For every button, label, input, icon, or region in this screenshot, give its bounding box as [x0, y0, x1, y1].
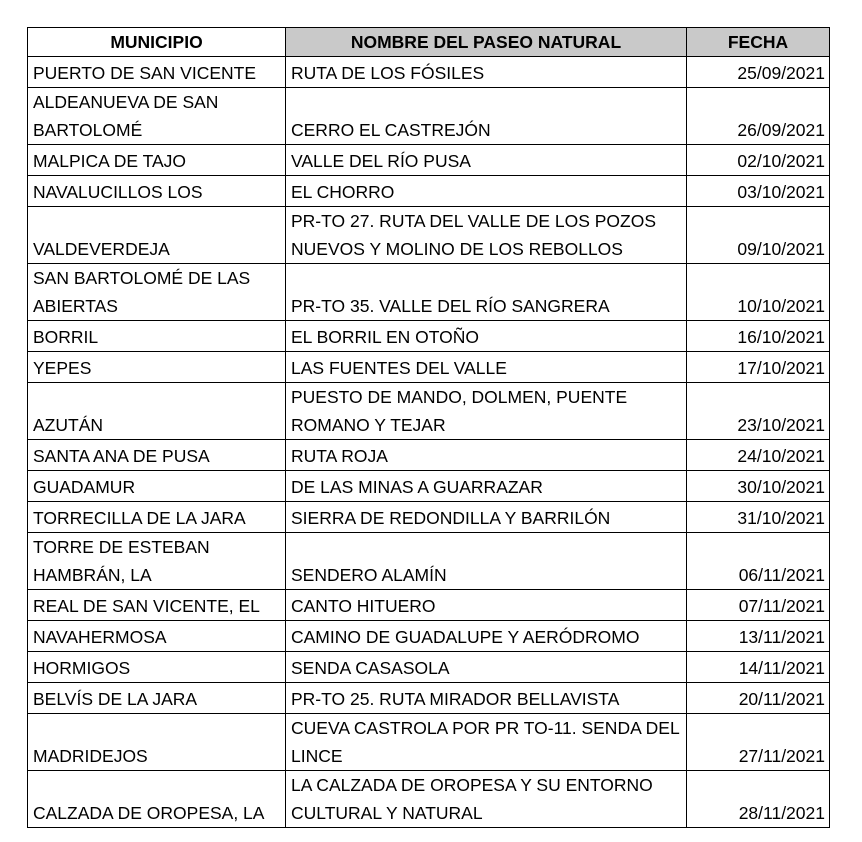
cell-paseo: EL CHORRO	[286, 176, 687, 207]
cell-fecha: 17/10/2021	[687, 352, 830, 383]
table-row	[28, 264, 830, 321]
cell-municipio: MADRIDEJOS	[28, 714, 286, 771]
cell-municipio: ALDEANUEVA DE SAN BARTOLOMÉ	[28, 88, 286, 145]
cell-paseo: PR-TO 35. VALLE DEL RÍO SANGRERA	[286, 264, 687, 321]
table-row	[28, 88, 830, 145]
table-row	[28, 207, 830, 264]
cell-municipio: BELVÍS DE LA JARA	[28, 683, 286, 714]
cell-fecha: 09/10/2021	[687, 207, 830, 264]
cell-fecha: 23/10/2021	[687, 383, 830, 440]
cell-municipio: MALPICA DE TAJO	[28, 145, 286, 176]
table-row	[28, 683, 830, 714]
paseos-table	[27, 27, 830, 828]
cell-fecha: 10/10/2021	[687, 264, 830, 321]
table-row	[28, 176, 830, 207]
cell-fecha: 06/11/2021	[687, 533, 830, 590]
table-row	[28, 502, 830, 533]
cell-paseo: CANTO HITUERO	[286, 590, 687, 621]
cell-municipio: VALDEVERDEJA	[28, 207, 286, 264]
cell-municipio: HORMIGOS	[28, 652, 286, 683]
cell-paseo: CUEVA CASTROLA POR PR TO-11. SENDA DEL LINCE	[286, 714, 687, 771]
cell-paseo: LAS FUENTES DEL VALLE	[286, 352, 687, 383]
table-row	[28, 145, 830, 176]
table-row	[28, 471, 830, 502]
cell-fecha: 28/11/2021	[687, 771, 830, 828]
cell-municipio: PUERTO DE SAN VICENTE	[28, 57, 286, 88]
cell-municipio: SANTA ANA DE PUSA	[28, 440, 286, 471]
header-row	[28, 28, 830, 57]
header-paseo: NOMBRE DEL PASEO NATURAL	[286, 28, 687, 57]
cell-paseo: VALLE DEL RÍO PUSA	[286, 145, 687, 176]
cell-municipio: YEPES	[28, 352, 286, 383]
cell-fecha: 16/10/2021	[687, 321, 830, 352]
cell-paseo: EL BORRIL EN OTOÑO	[286, 321, 687, 352]
paseos-table-container	[27, 27, 829, 828]
cell-paseo: PR-TO 27. RUTA DEL VALLE DE LOS POZOS NUEVOS Y MOLINO DE LOS REBOLLOS	[286, 207, 687, 264]
cell-fecha: 03/10/2021	[687, 176, 830, 207]
cell-municipio: BORRIL	[28, 321, 286, 352]
cell-paseo: SENDA CASASOLA	[286, 652, 687, 683]
table-row	[28, 590, 830, 621]
cell-paseo: SENDERO ALAMÍN	[286, 533, 687, 590]
cell-municipio: SAN BARTOLOMÉ DE LAS ABIERTAS	[28, 264, 286, 321]
cell-fecha: 14/11/2021	[687, 652, 830, 683]
cell-paseo: RUTA DE LOS FÓSILES	[286, 57, 687, 88]
table-row	[28, 57, 830, 88]
table-row	[28, 652, 830, 683]
cell-municipio: NAVAHERMOSA	[28, 621, 286, 652]
cell-fecha: 20/11/2021	[687, 683, 830, 714]
cell-paseo: RUTA ROJA	[286, 440, 687, 471]
cell-fecha: 31/10/2021	[687, 502, 830, 533]
cell-paseo: PR-TO 25. RUTA MIRADOR BELLAVISTA	[286, 683, 687, 714]
cell-fecha: 27/11/2021	[687, 714, 830, 771]
cell-fecha: 26/09/2021	[687, 88, 830, 145]
cell-municipio: CALZADA DE OROPESA, LA	[28, 771, 286, 828]
table-row	[28, 621, 830, 652]
table-row	[28, 321, 830, 352]
table-row	[28, 771, 830, 828]
table-row	[28, 714, 830, 771]
table-row	[28, 440, 830, 471]
table-row	[28, 352, 830, 383]
cell-paseo: CERRO EL CASTREJÓN	[286, 88, 687, 145]
cell-paseo: CAMINO DE GUADALUPE Y AERÓDROMO	[286, 621, 687, 652]
header-municipio: MUNICIPIO	[28, 28, 286, 57]
cell-municipio: AZUTÁN	[28, 383, 286, 440]
cell-municipio: GUADAMUR	[28, 471, 286, 502]
cell-municipio: TORRE DE ESTEBAN HAMBRÁN, LA	[28, 533, 286, 590]
cell-paseo: LA CALZADA DE OROPESA Y SU ENTORNO CULTURAL Y NATURAL	[286, 771, 687, 828]
cell-paseo: SIERRA DE REDONDILLA Y BARRILÓN	[286, 502, 687, 533]
header-fecha: FECHA	[687, 28, 830, 57]
cell-municipio: TORRECILLA DE LA JARA	[28, 502, 286, 533]
cell-paseo: PUESTO DE MANDO, DOLMEN, PUENTE ROMANO Y TEJAR	[286, 383, 687, 440]
cell-fecha: 25/09/2021	[687, 57, 830, 88]
cell-fecha: 02/10/2021	[687, 145, 830, 176]
cell-municipio: NAVALUCILLOS LOS	[28, 176, 286, 207]
cell-paseo: DE LAS MINAS A GUARRAZAR	[286, 471, 687, 502]
cell-fecha: 24/10/2021	[687, 440, 830, 471]
cell-fecha: 07/11/2021	[687, 590, 830, 621]
cell-fecha: 30/10/2021	[687, 471, 830, 502]
cell-municipio: REAL DE SAN VICENTE, EL	[28, 590, 286, 621]
table-row	[28, 383, 830, 440]
cell-fecha: 13/11/2021	[687, 621, 830, 652]
table-row	[28, 533, 830, 590]
